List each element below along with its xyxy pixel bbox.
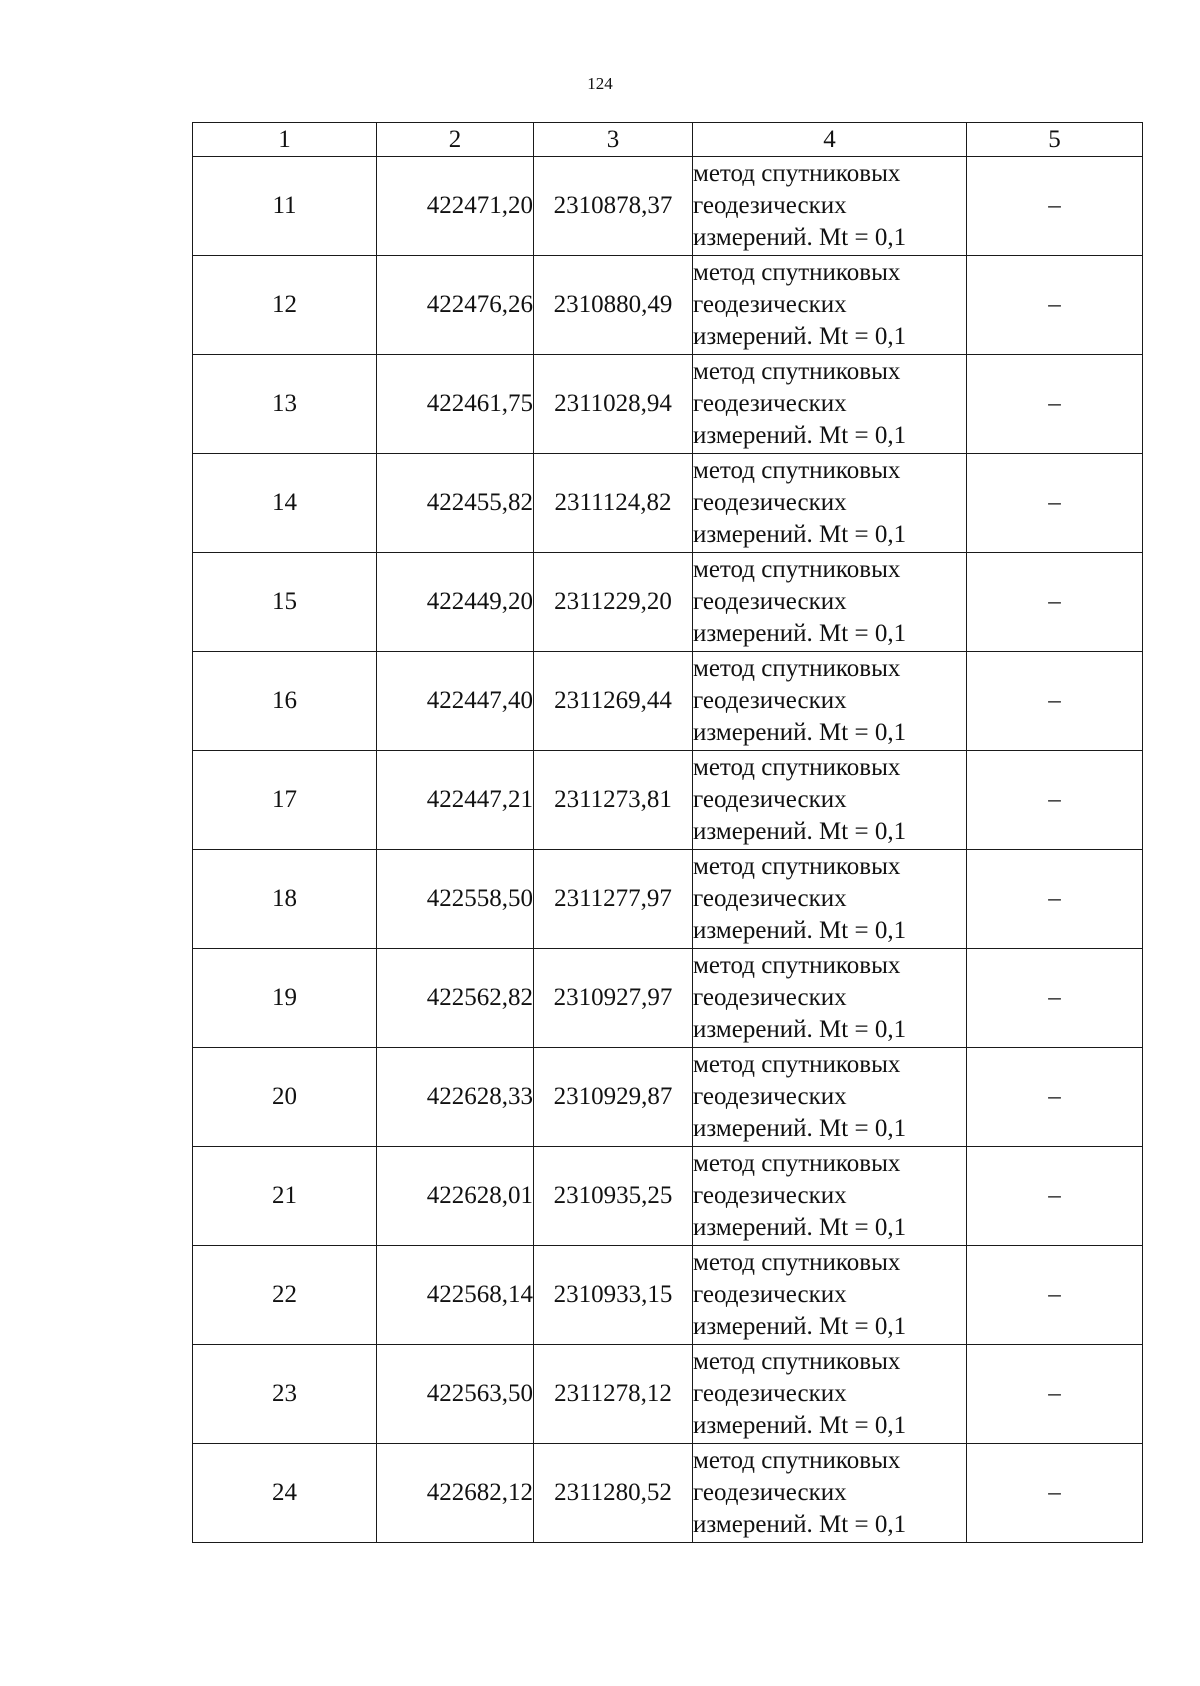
note-cell: –	[967, 454, 1143, 553]
method-cell	[693, 1048, 967, 1147]
x-coordinate-cell: 422471,20	[377, 157, 534, 256]
y-coordinate-cell: 2310933,15	[534, 1246, 693, 1345]
note-cell: –	[967, 1147, 1143, 1246]
column-header-5: 5	[967, 123, 1143, 157]
point-number-cell: 20	[193, 1048, 377, 1147]
y-coordinate-cell: 2311277,97	[534, 850, 693, 949]
point-number-cell: 24	[193, 1444, 377, 1543]
method-cell	[693, 157, 967, 256]
method-line: измерений. Mt = 0,1	[693, 1313, 907, 1340]
table-row	[193, 1147, 1143, 1246]
method-cell	[693, 355, 967, 454]
method-line: измерений. Mt = 0,1	[693, 422, 907, 449]
point-number-cell: 14	[193, 454, 377, 553]
method-cell	[693, 1246, 967, 1345]
column-header-1: 1	[193, 123, 377, 157]
x-coordinate-cell: 422562,82	[377, 949, 534, 1048]
note-cell: –	[967, 256, 1143, 355]
method-line: метод спутниковых	[693, 655, 901, 682]
method-line: геодезических	[693, 885, 847, 912]
method-line: метод спутниковых	[693, 754, 901, 781]
method-line: геодезических	[693, 489, 847, 516]
method-line: геодезических	[693, 1083, 847, 1110]
method-line: метод спутниковых	[693, 952, 901, 979]
y-coordinate-cell: 2310935,25	[534, 1147, 693, 1246]
y-coordinate-cell: 2311273,81	[534, 751, 693, 850]
method-cell	[693, 751, 967, 850]
column-header-3: 3	[534, 123, 693, 157]
point-number-cell: 16	[193, 652, 377, 751]
method-line: метод спутниковых	[693, 556, 901, 583]
point-number-cell: 22	[193, 1246, 377, 1345]
note-cell: –	[967, 652, 1143, 751]
y-coordinate-cell: 2310929,87	[534, 1048, 693, 1147]
method-line: геодезических	[693, 192, 847, 219]
method-line: геодезических	[693, 687, 847, 714]
table-row	[193, 256, 1143, 355]
y-coordinate-cell: 2311028,94	[534, 355, 693, 454]
table-row	[193, 1246, 1143, 1345]
method-cell	[693, 1444, 967, 1543]
method-cell	[693, 553, 967, 652]
y-coordinate-cell: 2311278,12	[534, 1345, 693, 1444]
method-line: измерений. Mt = 0,1	[693, 1412, 907, 1439]
method-cell	[693, 1345, 967, 1444]
method-line: измерений. Mt = 0,1	[693, 917, 907, 944]
y-coordinate-cell: 2311124,82	[534, 454, 693, 553]
method-line: метод спутниковых	[693, 1447, 901, 1474]
method-line: геодезических	[693, 786, 847, 813]
note-cell: –	[967, 1444, 1143, 1543]
x-coordinate-cell: 422563,50	[377, 1345, 534, 1444]
table-row	[193, 949, 1143, 1048]
table-row	[193, 751, 1143, 850]
method-line: измерений. Mt = 0,1	[693, 1214, 907, 1241]
method-line: измерений. Mt = 0,1	[693, 323, 907, 350]
y-coordinate-cell: 2311280,52	[534, 1444, 693, 1543]
note-cell: –	[967, 1345, 1143, 1444]
method-line: метод спутниковых	[693, 358, 901, 385]
method-line: геодезических	[693, 1281, 847, 1308]
table-header-row	[193, 123, 1143, 157]
method-line: метод спутниковых	[693, 457, 901, 484]
y-coordinate-cell: 2311229,20	[534, 553, 693, 652]
table-row	[193, 157, 1143, 256]
note-cell: –	[967, 949, 1143, 1048]
method-line: геодезических	[693, 390, 847, 417]
x-coordinate-cell: 422568,14	[377, 1246, 534, 1345]
point-number-cell: 23	[193, 1345, 377, 1444]
method-line: измерений. Mt = 0,1	[693, 224, 907, 251]
table-row	[193, 1048, 1143, 1147]
x-coordinate-cell: 422455,82	[377, 454, 534, 553]
table-body	[193, 157, 1143, 1543]
method-line: геодезических	[693, 588, 847, 615]
x-coordinate-cell: 422461,75	[377, 355, 534, 454]
note-cell: –	[967, 1246, 1143, 1345]
table-row	[193, 1444, 1143, 1543]
column-header-4: 4	[693, 123, 967, 157]
note-cell: –	[967, 355, 1143, 454]
method-cell	[693, 1147, 967, 1246]
note-cell: –	[967, 157, 1143, 256]
x-coordinate-cell: 422447,21	[377, 751, 534, 850]
x-coordinate-cell: 422447,40	[377, 652, 534, 751]
method-line: измерений. Mt = 0,1	[693, 1115, 907, 1142]
x-coordinate-cell: 422628,01	[377, 1147, 534, 1246]
method-line: измерений. Mt = 0,1	[693, 719, 907, 746]
note-cell: –	[967, 1048, 1143, 1147]
table-row	[193, 454, 1143, 553]
method-line: метод спутниковых	[693, 1348, 901, 1375]
method-line: метод спутниковых	[693, 1249, 901, 1276]
table-row	[193, 850, 1143, 949]
column-header-2: 2	[377, 123, 534, 157]
x-coordinate-cell: 422558,50	[377, 850, 534, 949]
method-line: измерений. Mt = 0,1	[693, 1016, 907, 1043]
method-line: измерений. Mt = 0,1	[693, 521, 907, 548]
method-line: геодезических	[693, 984, 847, 1011]
method-line: геодезических	[693, 291, 847, 318]
method-line: геодезических	[693, 1380, 847, 1407]
method-line: измерений. Mt = 0,1	[693, 620, 907, 647]
note-cell: –	[967, 751, 1143, 850]
method-line: метод спутниковых	[693, 1150, 901, 1177]
point-number-cell: 21	[193, 1147, 377, 1246]
x-coordinate-cell: 422449,20	[377, 553, 534, 652]
method-line: метод спутниковых	[693, 853, 901, 880]
y-coordinate-cell: 2310878,37	[534, 157, 693, 256]
x-coordinate-cell: 422476,26	[377, 256, 534, 355]
method-cell	[693, 850, 967, 949]
table-row	[193, 652, 1143, 751]
method-line: метод спутниковых	[693, 1051, 901, 1078]
table-row	[193, 355, 1143, 454]
method-line: измерений. Mt = 0,1	[693, 818, 907, 845]
y-coordinate-cell: 2310927,97	[534, 949, 693, 1048]
point-number-cell: 15	[193, 553, 377, 652]
y-coordinate-cell: 2311269,44	[534, 652, 693, 751]
point-number-cell: 12	[193, 256, 377, 355]
table-row	[193, 1345, 1143, 1444]
method-cell	[693, 949, 967, 1048]
x-coordinate-cell: 422628,33	[377, 1048, 534, 1147]
coordinates-table	[192, 122, 1143, 1543]
point-number-cell: 11	[193, 157, 377, 256]
method-cell	[693, 256, 967, 355]
x-coordinate-cell: 422682,12	[377, 1444, 534, 1543]
note-cell: –	[967, 553, 1143, 652]
method-line: геодезических	[693, 1479, 847, 1506]
point-number-cell: 13	[193, 355, 377, 454]
y-coordinate-cell: 2310880,49	[534, 256, 693, 355]
method-line: геодезических	[693, 1182, 847, 1209]
table-row	[193, 553, 1143, 652]
page-number: 124	[587, 74, 613, 93]
point-number-cell: 17	[193, 751, 377, 850]
point-number-cell: 18	[193, 850, 377, 949]
method-cell	[693, 454, 967, 553]
method-line: метод спутниковых	[693, 160, 901, 187]
method-cell	[693, 652, 967, 751]
method-line: метод спутниковых	[693, 259, 901, 286]
method-line: измерений. Mt = 0,1	[693, 1511, 907, 1538]
point-number-cell: 19	[193, 949, 377, 1048]
note-cell: –	[967, 850, 1143, 949]
